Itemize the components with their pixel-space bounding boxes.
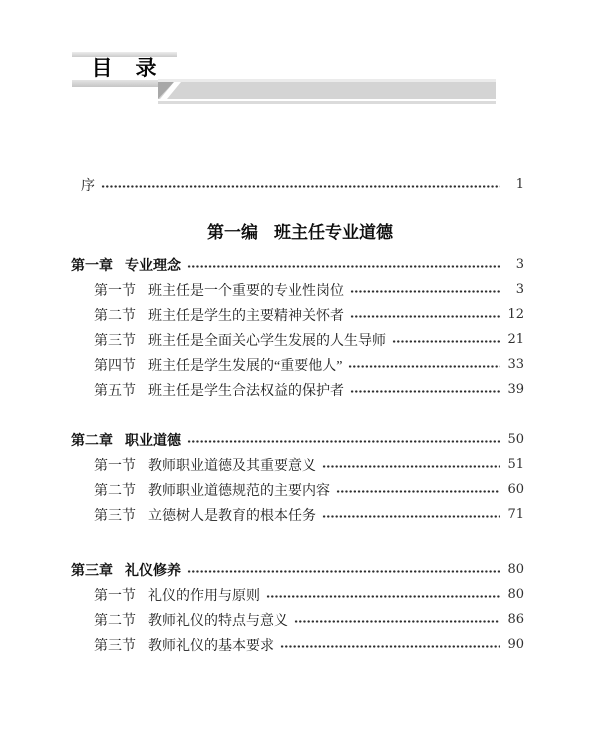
part-heading	[0, 218, 600, 242]
toc-section-row	[0, 277, 600, 302]
toc-preface-row	[0, 172, 600, 197]
dot-leader	[350, 314, 500, 319]
page-number: 3	[515, 282, 524, 297]
section-title: 教师礼仪的特点与意义	[148, 613, 288, 629]
dot-leader	[187, 569, 500, 574]
section-number: 第五节	[94, 383, 136, 399]
section-number: 第四节	[94, 358, 136, 374]
dot-leader	[294, 619, 500, 624]
toc-chapter-row	[0, 557, 600, 582]
dot-leader	[350, 289, 500, 294]
toc-section-row	[0, 302, 600, 327]
section-title: 礼仪的作用与原则	[148, 588, 260, 604]
page-number: 71	[507, 507, 524, 522]
page-number: 21	[507, 332, 524, 347]
page-number: 3	[515, 257, 524, 272]
page-number: 86	[507, 612, 524, 627]
toc-section-row	[0, 582, 600, 607]
dot-leader	[187, 439, 500, 444]
section-number: 第一节	[94, 283, 136, 299]
page-number: 1	[515, 177, 524, 192]
chapter-number: 第一章	[71, 258, 113, 274]
toc-section-row	[0, 502, 600, 527]
dot-leader	[336, 489, 500, 494]
preface-label: 序	[81, 178, 95, 194]
dot-leader	[322, 464, 500, 469]
section-title: 教师礼仪的基本要求	[148, 638, 274, 654]
header-ribbon	[158, 79, 496, 104]
section-title: 班主任是全面关心学生发展的人生导师	[148, 333, 386, 349]
page-number: 51	[507, 457, 524, 472]
dot-leader	[280, 644, 500, 649]
section-number: 第三节	[94, 508, 136, 524]
part-number: 第一编	[207, 222, 258, 242]
page-number: 80	[507, 562, 524, 577]
section-number: 第二节	[94, 613, 136, 629]
page-number: 50	[507, 432, 524, 447]
dot-leader	[348, 364, 500, 369]
section-number: 第一节	[94, 458, 136, 474]
section-title: 教师职业道德及其重要意义	[148, 458, 316, 474]
page-number: 12	[507, 307, 524, 322]
section-title: 班主任是学生合法权益的保护者	[148, 383, 344, 399]
chapter-title: 专业理念	[125, 258, 181, 274]
chapter-number: 第二章	[71, 433, 113, 449]
section-title: 班主任是学生发展的“重要他人”	[148, 358, 343, 374]
dot-leader	[322, 514, 500, 519]
toc-section-row	[0, 452, 600, 477]
section-number: 第三节	[94, 333, 136, 349]
toc-section-row	[0, 327, 600, 352]
toc-chapter-row	[0, 252, 600, 277]
toc-section-row	[0, 377, 600, 402]
section-title: 教师职业道德规范的主要内容	[148, 483, 330, 499]
section-number: 第二节	[94, 483, 136, 499]
dot-leader	[266, 594, 500, 599]
section-number: 第三节	[94, 638, 136, 654]
section-title: 班主任是一个重要的专业性岗位	[148, 283, 344, 299]
toc-section-row	[0, 477, 600, 502]
section-title: 班主任是学生的主要精神关怀者	[148, 308, 344, 324]
chapter-title: 职业道德	[125, 433, 181, 449]
dot-leader	[350, 389, 500, 394]
page-title: 目 录	[91, 57, 158, 80]
toc-list	[0, 172, 600, 657]
part-title: 班主任专业道德	[274, 222, 393, 242]
section-title: 立德树人是教育的根本任务	[148, 508, 316, 524]
ribbon-bottom-edge	[158, 101, 496, 104]
toc-section-row	[0, 352, 600, 377]
chapter-number: 第三章	[71, 563, 113, 579]
dot-leader	[187, 264, 500, 269]
toc-section-row	[0, 632, 600, 657]
section-number: 第二节	[94, 308, 136, 324]
dot-leader	[101, 184, 500, 189]
page-number: 80	[507, 587, 524, 602]
page-number: 90	[507, 637, 524, 652]
toc-section-row	[0, 607, 600, 632]
toc-chapter-row	[0, 427, 600, 452]
section-number: 第一节	[94, 588, 136, 604]
chapter-title: 礼仪修养	[125, 563, 181, 579]
page-number: 33	[507, 357, 524, 372]
dot-leader	[392, 339, 500, 344]
ribbon-body	[158, 82, 496, 99]
page-number: 60	[507, 482, 524, 497]
page-number: 39	[507, 382, 524, 397]
